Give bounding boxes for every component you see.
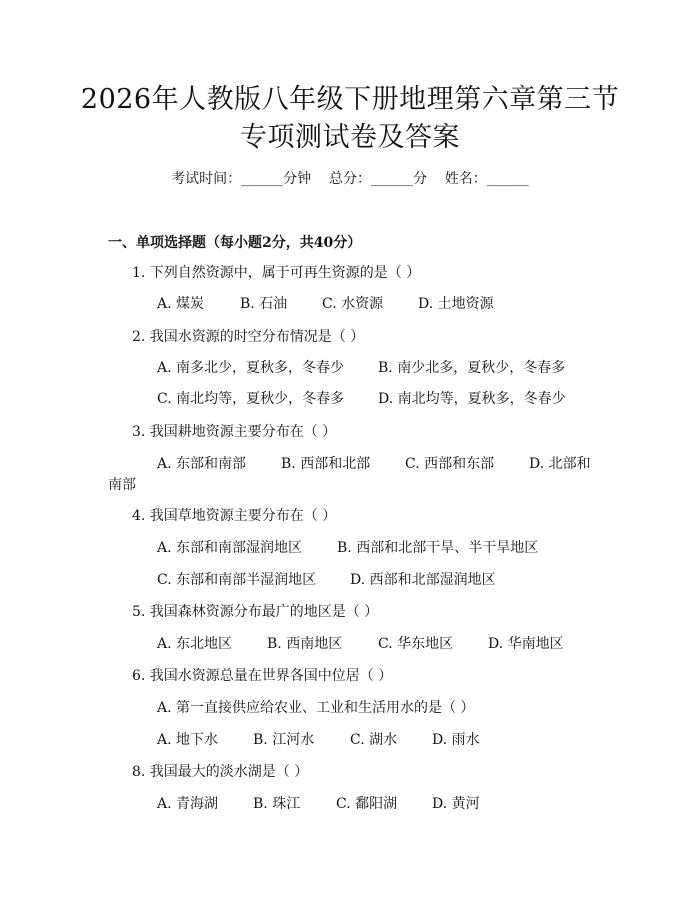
q2-option-d: D. 南北均等，夏秋多，冬春少 [378,391,566,407]
q8-option-c: C. 鄱阳湖 [336,796,398,812]
q6-option-b: B. 江河水 [253,732,315,748]
q8-option-b: B. 珠江 [253,796,301,812]
q1-option-d: D. 土地资源 [418,296,494,312]
title-line-1: 2026年人教版八年级下册地理第六章第三节 [80,84,620,115]
q3-option-b: B. 西部和北部 [281,456,371,472]
q4-option-b: B. 西部和北部干旱、半干旱地区 [337,540,539,556]
q6-option-d: D. 雨水 [432,732,480,748]
question-2: 2. 我国水资源的时空分布情况是（ ） [132,329,365,345]
q3-option-d: D. 北部和 [529,456,591,472]
q2-option-a: A. 南多北少，夏秋多，冬春少 [157,360,345,376]
question-4: 4. 我国草地资源主要分布在（ ） [132,508,337,524]
question-3: 3. 我国耕地资源主要分布在（ ） [132,424,337,440]
q1-option-c: C. 水资源 [322,296,384,312]
q3-option-a: A. 东部和南部 [157,456,247,472]
q2-option-b: B. 南少北多，夏秋少，冬春多 [378,360,566,376]
question-8: 8. 我国最大的淡水湖是（ ） [132,764,309,780]
question-5: 5. 我国森林资源分布最广的地区是（ ） [132,604,379,620]
title-line-2: 专项测试卷及答案 [240,122,460,153]
q3-option-c: C. 西部和东部 [405,456,495,472]
q6-sub-question: A. 第一直接供应给农业、工业和生活用水的是（ ） [157,700,475,716]
question-6: 6. 我国水资源总量在世界各国中位居（ ） [132,668,393,684]
q1-option-b: B. 石油 [240,296,288,312]
q2-option-c: C. 南北均等，夏秋少，冬春多 [157,391,345,407]
q4-option-a: A. 东部和南部湿润地区 [157,540,303,556]
q8-option-d: D. 黄河 [432,796,480,812]
q5-option-c: C. 华东地区 [378,636,454,652]
q5-option-a: A. 东北地区 [157,636,233,652]
q5-option-d: D. 华南地区 [488,636,564,652]
question-1: 1. 下列自然资源中，属于可再生资源的是（ ） [132,265,421,281]
q5-option-b: B. 西南地区 [267,636,343,652]
q8-option-a: A. 青海湖 [157,796,219,812]
exam-meta: 考试时间：______分钟 总分：______分 姓名：______ [171,171,529,187]
q6-option-a: A. 地下水 [157,732,219,748]
q4-option-c: C. 东部和南部半湿润地区 [157,572,317,588]
q3-option-d-wrap: 南部 [108,477,136,493]
q1-option-a: A. 煤炭 [157,296,205,312]
q4-option-d: D. 西部和北部湿润地区 [350,572,496,588]
section-heading: 一、单项选择题（每小题2分，共40分） [108,235,362,251]
q6-option-c: C. 湖水 [350,732,398,748]
